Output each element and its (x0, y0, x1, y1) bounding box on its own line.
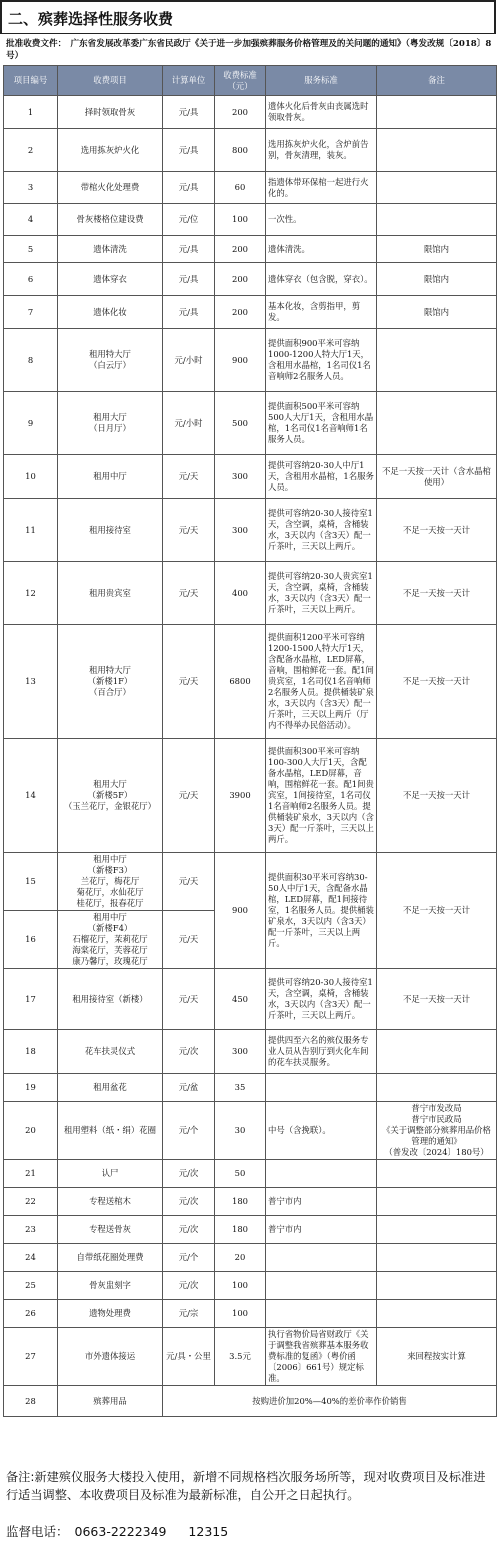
cell-item: 花车扶灵仪式 (58, 1030, 163, 1074)
cell-price: 30 (215, 1102, 266, 1160)
cell-service (266, 1074, 377, 1102)
cell-item: 选用拣灰炉火化 (58, 129, 163, 172)
cell-item: 租用接待室（新楼） (58, 969, 163, 1030)
approval-document: 批准收费文件： 广东省发展改革委广东省民政厅《关于进一步加强殡葬服务价格管理及的关问题的通知》（粤发改规〔2018〕8号） (6, 39, 492, 61)
cell-service (266, 1244, 377, 1272)
cell-unit: 元/具 (163, 96, 215, 129)
cell-price: 200 (215, 263, 266, 296)
remark-text: 备注:新建殡仪服务大楼投入使用，新增不同规格档次服务场所等，现对收费项目及标准进行适当调整、本收费项目及标准为最新标准，自公开之日起执行。 (6, 1470, 486, 1502)
cell-price: 50 (215, 1160, 266, 1188)
table-row (4, 1030, 497, 1074)
cell-item: 专程送骨灰 (58, 1216, 163, 1244)
cell-unit: 元/次 (163, 1188, 215, 1216)
cell-price: 60 (215, 172, 266, 204)
phone-number-2: 12315 (188, 1524, 229, 1539)
phone-label: 监督电话： (6, 1524, 69, 1539)
table-row (4, 969, 497, 1030)
cell-item: 租用接待室 (58, 499, 163, 562)
cell-no: 23 (4, 1216, 58, 1244)
cell-no: 13 (4, 625, 58, 739)
table-row (4, 1074, 497, 1102)
cell-note: 限馆内 (377, 236, 497, 263)
cell-item: 租用中厅 (58, 455, 163, 499)
cell-item: 租用中厅 （新楼F4） 石榴花厅，茉莉花厅 海棠花厅，芙蓉花厅 康乃馨厅，玫瑰花厅 (58, 911, 163, 969)
cell-service: 提供可容纳20-30人贵宾室1天，含空调，桌椅，含桶装水，3天以内（含3天）配一斤茶叶，三天以上两斤。 (266, 562, 377, 625)
cell-note: 来回程按实计算 (377, 1328, 497, 1386)
cell-no: 17 (4, 969, 58, 1030)
header-note: 备注 (377, 66, 497, 96)
cell-service: 提供面积30平米可容纳30-50人中厅1天，含配备水晶棺，LED屏幕，配1间接待室，1名服务人员。提供桶装矿泉水，3天以内（含3天）配一斤茶叶，三天以上两斤。 (266, 853, 377, 969)
cell-note (377, 129, 497, 172)
cell-no: 9 (4, 392, 58, 455)
cell-no: 5 (4, 236, 58, 263)
table-row (4, 172, 497, 204)
cell-no: 12 (4, 562, 58, 625)
table-row (4, 1386, 497, 1417)
cell-note (377, 1216, 497, 1244)
cell-item: 租用中厅 （新楼F3） 兰花厅，梅花厅 菊花厅，水仙花厅 桂花厅，报春花厅 (58, 853, 163, 911)
cell-item: 遗体清洗 (58, 236, 163, 263)
cell-unit: 元/天 (163, 969, 215, 1030)
cell-note (377, 1030, 497, 1074)
cell-item: 租用塑料（纸・绢）花圈 (58, 1102, 163, 1160)
cell-service (266, 1160, 377, 1188)
cell-service: 遗体穿衣（包含脱，穿衣）。 (266, 263, 377, 296)
cell-note (377, 1074, 497, 1102)
cell-price: 100 (215, 204, 266, 236)
section-title-box (0, 0, 496, 34)
table-row (4, 739, 497, 853)
cell-service: 遗体火化后骨灰由丧属选时领取骨灰。 (266, 96, 377, 129)
cell-unit: 元/天 (163, 911, 215, 969)
cell-unit: 元/次 (163, 1160, 215, 1188)
cell-service: 提供面积300平米可容纳100-300人大厅1天，含配备水晶棺，LED屏幕，音响，围棺鲜花一套。配1间贵宾室，1间接待室，1名司仪1名音响师2名服务人员。提供桶装矿泉水，3天以内（含3天）配一斤茶叶，三天以上两斤。 (266, 739, 377, 853)
cell-price: 200 (215, 296, 266, 329)
cell-note (377, 1244, 497, 1272)
cell-price: 800 (215, 129, 266, 172)
table-row (4, 129, 497, 172)
cell-item: 自带纸花圈处理费 (58, 1244, 163, 1272)
cell-service: 提供可容纳20-30人接待室1天，含空调，桌椅，含桶装水，3天以内（含3天）配一斤茶叶，三天以上两斤。 (266, 969, 377, 1030)
cell-item: 遗体化妆 (58, 296, 163, 329)
cell-unit: 元/小时 (163, 329, 215, 392)
cell-item: 骨灰楼格位建设费 (58, 204, 163, 236)
cell-unit: 元/天 (163, 455, 215, 499)
table-row (4, 1216, 497, 1244)
cell-item: 殡葬用品 (58, 1386, 163, 1417)
cell-service: 提供面积1200平米可容纳1200-1500人特大厅1天，含配备水晶棺，LED屏幕，音响，围棺鲜花一套。配1间贵宾室，1名司仪1名音响师2名服务人员。提供桶装矿泉水，3天以内（含3天）配一斤茶叶，三天以上两斤（厅内不得举办民俗活动）。 (266, 625, 377, 739)
cell-service (266, 1300, 377, 1328)
cell-service: 按购进价加20%—40%的差价率作价销售 (163, 1386, 497, 1417)
cell-item: 租用特大厅 （新楼1F） （百合厅） (58, 625, 163, 739)
cell-unit: 元/个 (163, 1102, 215, 1160)
section-title: 二、殡葬选择性服务收费 (8, 10, 174, 28)
cell-item: 租用盆花 (58, 1074, 163, 1102)
table-row (4, 1102, 497, 1160)
table-row (4, 236, 497, 263)
cell-service: 提供可容纳20-30人接待室1天，含空调，桌椅，含桶装水，3天以内（含3天）配一斤茶叶，三天以上两斤。 (266, 499, 377, 562)
cell-unit: 元/具 (163, 172, 215, 204)
cell-note: 不足一天按一天计 (377, 853, 497, 969)
cell-unit: 元/次 (163, 1030, 215, 1074)
cell-price: 300 (215, 1030, 266, 1074)
cell-unit: 元/具 (163, 236, 215, 263)
cell-item: 遗体穿衣 (58, 263, 163, 296)
cell-unit: 元/天 (163, 853, 215, 911)
cell-unit: 元/小时 (163, 392, 215, 455)
cell-unit: 元/天 (163, 739, 215, 853)
cell-price: 100 (215, 1300, 266, 1328)
cell-service (266, 1272, 377, 1300)
table-row (4, 455, 497, 499)
cell-service: 提供四至六名的殡仪服务专业人员从告别厅到火化车间的花车扶灵服务。 (266, 1030, 377, 1074)
cell-service: 执行省物价局省财政厅《关于调整我省殡葬基本服务收费标准的复函》（粤价函〔2006〕661号）规定标准。 (266, 1328, 377, 1386)
cell-price: 900 (215, 853, 266, 969)
cell-price: 300 (215, 499, 266, 562)
cell-service: 提供面积500平米可容纳500人大厅1天，含租用水晶棺，1名司仪1名音响师1名服务人员。 (266, 392, 377, 455)
cell-note: 不足一天按一天计 (377, 499, 497, 562)
table-row (4, 263, 497, 296)
supervision-phone (6, 1522, 234, 1540)
table-row (4, 1272, 497, 1300)
cell-service: 一次性。 (266, 204, 377, 236)
table-header-row (4, 66, 497, 96)
cell-no: 4 (4, 204, 58, 236)
cell-unit: 元/具 (163, 263, 215, 296)
table-row (4, 853, 497, 911)
cell-unit: 元/天 (163, 499, 215, 562)
cell-price: 300 (215, 455, 266, 499)
cell-price: 450 (215, 969, 266, 1030)
cell-no: 2 (4, 129, 58, 172)
cell-note (377, 96, 497, 129)
cell-note: 不足一天按一天计 (377, 969, 497, 1030)
cell-service: 普宁市内 (266, 1216, 377, 1244)
cell-no: 1 (4, 96, 58, 129)
cell-item: 遗物处理费 (58, 1300, 163, 1328)
cell-unit: 元/次 (163, 1216, 215, 1244)
cell-no: 24 (4, 1244, 58, 1272)
cell-service: 指遗体带环保棺一起进行火化的。 (266, 172, 377, 204)
fee-table (3, 65, 497, 1417)
cell-service: 遗体清洗。 (266, 236, 377, 263)
cell-item: 租用特大厅 （白云厅） (58, 329, 163, 392)
cell-price: 6800 (215, 625, 266, 739)
cell-unit: 元/次 (163, 1272, 215, 1300)
cell-no: 21 (4, 1160, 58, 1188)
cell-service: 基本化妆，含剪指甲，剪发。 (266, 296, 377, 329)
cell-item: 租用大厅 （日月厅） (58, 392, 163, 455)
header-no: 项目编号 (4, 66, 58, 96)
cell-unit: 元/具 (163, 296, 215, 329)
cell-note (377, 329, 497, 392)
cell-price: 200 (215, 96, 266, 129)
cell-price: 3900 (215, 739, 266, 853)
header-unit: 计算单位 (163, 66, 215, 96)
cell-unit: 元/天 (163, 562, 215, 625)
table-row (4, 329, 497, 392)
cell-no: 7 (4, 296, 58, 329)
cell-no: 10 (4, 455, 58, 499)
table-row (4, 562, 497, 625)
cell-price: 20 (215, 1244, 266, 1272)
cell-note: 限馆内 (377, 296, 497, 329)
cell-note: 不足一天按一天计（含水晶棺使用） (377, 455, 497, 499)
cell-note: 普宁市发改局 普宁市民政局 《关于调整部分殡葬用品价格管理的通知》 （普发改〔2024〕180号） (377, 1102, 497, 1160)
table-row (4, 96, 497, 129)
cell-item: 认尸 (58, 1160, 163, 1188)
cell-item: 专程送棺木 (58, 1188, 163, 1216)
cell-price: 400 (215, 562, 266, 625)
cell-note (377, 1300, 497, 1328)
cell-price: 3.5元 (215, 1328, 266, 1386)
cell-price: 900 (215, 329, 266, 392)
cell-unit: 元/天 (163, 625, 215, 739)
cell-price: 200 (215, 236, 266, 263)
table-row (4, 392, 497, 455)
table-row (4, 1188, 497, 1216)
phone-number-1: 0663-2222349 (74, 1524, 167, 1539)
cell-no: 28 (4, 1386, 58, 1417)
cell-no: 14 (4, 739, 58, 853)
cell-no: 6 (4, 263, 58, 296)
cell-price: 100 (215, 1272, 266, 1300)
cell-item: 租用贵宾室 (58, 562, 163, 625)
cell-no: 25 (4, 1272, 58, 1300)
cell-note (377, 204, 497, 236)
table-row (4, 1160, 497, 1188)
cell-unit: 元/盆 (163, 1074, 215, 1102)
cell-no: 27 (4, 1328, 58, 1386)
cell-service: 普宁市内 (266, 1188, 377, 1216)
cell-service: 提供面积900平米可容纳1000-1200人特大厅1天，含租用水晶棺，1名司仪1名音响师2名服务人员。 (266, 329, 377, 392)
header-service: 服务标准 (266, 66, 377, 96)
cell-note (377, 172, 497, 204)
cell-item: 择时领取骨灰 (58, 96, 163, 129)
cell-item: 市外遗体接运 (58, 1328, 163, 1386)
table-row (4, 625, 497, 739)
cell-price: 500 (215, 392, 266, 455)
cell-no: 19 (4, 1074, 58, 1102)
cell-item: 租用大厅 （新楼5F） （玉兰花厅，金银花厅） (58, 739, 163, 853)
cell-note (377, 1272, 497, 1300)
cell-unit: 元/位 (163, 204, 215, 236)
cell-note (377, 392, 497, 455)
table-row (4, 1244, 497, 1272)
cell-unit: 元/个 (163, 1244, 215, 1272)
cell-price: 180 (215, 1216, 266, 1244)
cell-unit: 元/宗 (163, 1300, 215, 1328)
cell-note (377, 1160, 497, 1188)
cell-no: 26 (4, 1300, 58, 1328)
cell-note: 不足一天按一天计 (377, 562, 497, 625)
cell-no: 8 (4, 329, 58, 392)
cell-no: 16 (4, 911, 58, 969)
cell-unit: 元/具 (163, 129, 215, 172)
cell-note: 限馆内 (377, 263, 497, 296)
cell-service: 提供可容纳20-30人中厅1天，含租用水晶棺，1名服务人员。 (266, 455, 377, 499)
cell-no: 22 (4, 1188, 58, 1216)
header-price: 收费标准（元） (215, 66, 266, 96)
cell-service: 选用拣灰炉火化，含炉前告别，骨灰清理，装灰。 (266, 129, 377, 172)
cell-no: 3 (4, 172, 58, 204)
cell-no: 20 (4, 1102, 58, 1160)
cell-note: 不足一天按一天计 (377, 739, 497, 853)
header-item: 收费项目 (58, 66, 163, 96)
cell-item: 带棺火化处理费 (58, 172, 163, 204)
cell-price: 35 (215, 1074, 266, 1102)
cell-no: 15 (4, 853, 58, 911)
table-row (4, 296, 497, 329)
cell-note (377, 1188, 497, 1216)
table-row (4, 499, 497, 562)
cell-service: 中号（含挽联）。 (266, 1102, 377, 1160)
cell-item: 骨灰盅刻字 (58, 1272, 163, 1300)
cell-note: 不足一天按一天计 (377, 625, 497, 739)
table-row (4, 204, 497, 236)
table-row (4, 1328, 497, 1386)
cell-unit: 元/具・公里 (163, 1328, 215, 1386)
cell-no: 18 (4, 1030, 58, 1074)
cell-no: 11 (4, 499, 58, 562)
cell-price: 180 (215, 1188, 266, 1216)
table-row (4, 1300, 497, 1328)
